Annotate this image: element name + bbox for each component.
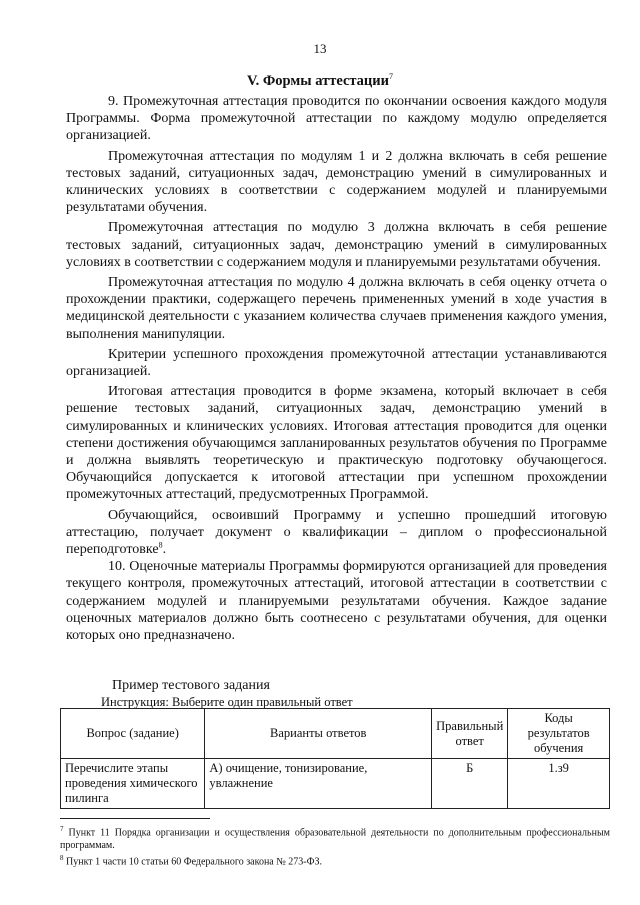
page-number: 13 [313,41,327,56]
paragraph-7: Обучающийся, освоивший Программу и успешно прошедший итоговую аттестацию, получает документ о квалификации – диплом о профессиональной переподготовке$^8$. [66,507,607,558]
footnote-text: Пункт 1 части 10 статьи 60 Федерального закона № 273-ФЗ. [66,856,323,868]
footnote-ref-7: 7 [389,72,393,81]
paragraph-7-text: Обучающийся, освоивший Программу и успешно прошедший итоговую аттестацию, получает документ о квалификации – диплом о профессиональной переподготовке [66,507,607,558]
paragraph-1: 9. Промежуточная аттестация проводится по окончании освоения каждого модуля Программы. Форма промежуточной аттестации по каждому модулю определяется организацией. [66,94,607,144]
footnotes [60,823,610,869]
paragraph-3: Промежуточная аттестация по модулю 3 должна включать в себя решение тестовых заданий, ситуационных задач, демонстрацию умений в симулированных условиях в соответствии с содержанием модуля и планируемыми результатами обучения. [66,220,607,270]
paragraph-6: Итоговая аттестация проводится в форме экзамена, который включает в себя решение тестовых заданий, ситуационных задач, демонстрацию умений в симулированных и клинических условиях. Итоговая аттестация проводится для оценки степени достижения обучающимся запланированных результатов обучения по Программе и должна выявлять теоретическую и практическую подготовку обучающегося. Обучающийся допускается к итоговой аттестации при успешном прохождении промежуточных аттестаций, предусмотренных Программой. [66,384,607,503]
table-row [61,759,610,809]
paragraph-2: Промежуточная аттестация по модулям 1 и 2 должна включать в себя решение тестовых заданий, ситуационных задач, демонстрацию умений в симулированных и клинических условиях в соответствии с содержанием модулей и планируемыми результатами обучения. [66,148,607,216]
header-codes: Коды результатов обучения [508,709,610,759]
footnote-mark: 7 [60,825,64,833]
cell-options: А) очищение, тонизирование, увлажнение [205,759,432,809]
footnote-ref-8: 8 [158,540,163,550]
cell-correct: Б [432,759,508,809]
body-text [66,93,607,644]
footnote-7 [60,823,610,852]
paragraph-4: Промежуточная аттестация по модулю 4 должна включать в себя оценку отчета о прохождении практики, содержащего перечень примененных умений в ходе участия в медицинской деятельности с указанием количества случаев применения каждого умения, выполнения манипуляции. [66,275,607,342]
footnote-8 [60,852,610,869]
instruction: Инструкция: Выберите один правильный ответ [101,695,353,709]
paragraph-8: 10. Оценочные материалы Программы формируются организацией для проведения текущего контроля, промежуточных аттестаций, итоговой аттестации в соответствии с содержанием модулей и планируемыми результатами обучения. Каждое задание оценочных материалов должно быть соотнесено с результатами обучения, для оценки которых оно предназначено. [66,559,607,644]
cell-question: Перечислите этапы проведения химического пилинга [61,759,205,809]
header-correct: Правильный ответ [432,709,508,759]
footnote-text: Пункт 11 Порядка организации и осуществления образовательной деятельности по дополнительным профессиональным программам. [60,827,611,851]
test-table [60,708,610,809]
section-heading-text: V. Формы аттестации [246,72,389,89]
table-header-row [61,709,610,759]
footnote-divider [60,818,210,819]
example-title: Пример тестового задания [112,678,270,693]
header-question: Вопрос (задание) [61,709,205,759]
footnote-mark: 8 [60,854,64,863]
cell-codes: 1.з9 [508,759,610,809]
section-heading [0,72,640,90]
header-options: Варианты ответов [205,709,432,759]
paragraph-5: Критерии успешного прохождения промежуточной аттестации устанавливаются организацией. [66,346,607,380]
